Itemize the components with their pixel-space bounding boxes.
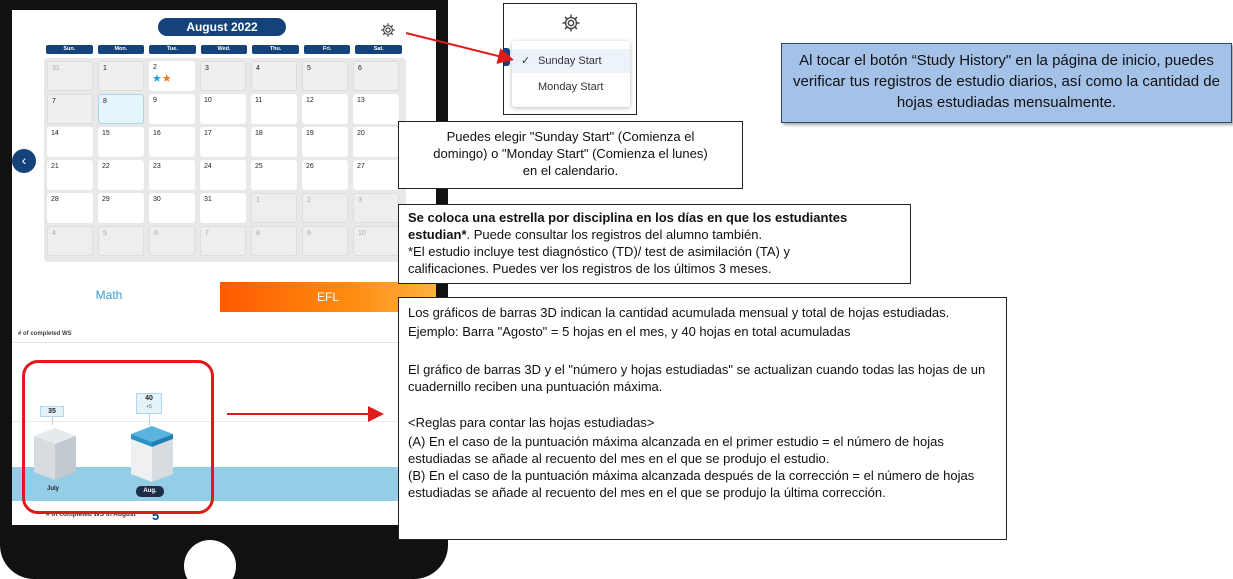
option-label: Monday Start: [538, 81, 604, 93]
gear-icon[interactable]: [380, 22, 396, 38]
note-line: Puedes elegir "Sunday Start" (Comienza el: [446, 129, 695, 144]
calendar-day[interactable]: [149, 226, 195, 256]
option-sunday-start[interactable]: [512, 49, 630, 73]
day-number: 1: [103, 65, 107, 72]
option-monday-start[interactable]: [512, 75, 630, 99]
note-line: Los gráficos de barras 3D indican la cantidad acumulada mensual y total de hojas estudiadas.: [408, 305, 950, 320]
popup-background-stub: [504, 48, 510, 66]
day-number: 30: [153, 196, 161, 203]
day-number: 10: [204, 97, 212, 104]
day-number: 7: [205, 230, 209, 237]
day-number: 1: [256, 197, 260, 204]
calendar: [44, 58, 406, 262]
calendar-day[interactable]: [200, 94, 246, 124]
calendar-day[interactable]: [98, 61, 144, 91]
calendar-day[interactable]: [149, 94, 195, 124]
calendar-day[interactable]: [47, 94, 93, 124]
bar-chart-note: [398, 297, 1007, 540]
calendar-day[interactable]: [302, 226, 348, 256]
calendar-day[interactable]: [251, 160, 297, 190]
day-number: 22: [102, 163, 110, 170]
calendar-day[interactable]: [200, 127, 246, 157]
note-line: [408, 209, 901, 243]
weekday-label: Sun.: [46, 45, 93, 54]
day-number: 31: [52, 65, 60, 72]
weekday-label: Tue.: [149, 45, 196, 54]
day-number: 5: [103, 230, 107, 237]
calendar-day[interactable]: [47, 61, 93, 91]
chevron-left-icon: ‹: [21, 152, 27, 168]
calendar-day[interactable]: [200, 160, 246, 190]
day-number: 4: [256, 65, 260, 72]
day-number: 25: [255, 163, 263, 170]
note-line: calificaciones. Puedes ver los registros de los últimos 3 meses.: [408, 261, 772, 276]
calendar-day[interactable]: [47, 127, 93, 157]
day-number: 6: [154, 230, 158, 237]
weekday-header: [46, 45, 402, 54]
day-number: 3: [358, 197, 362, 204]
chart-highlight: [22, 360, 214, 514]
note-line: en el calendario.: [522, 163, 619, 178]
day-number: 9: [153, 97, 157, 104]
home-button[interactable]: [184, 540, 236, 579]
calendar-day[interactable]: [353, 160, 399, 190]
day-number: 23: [153, 163, 161, 170]
calendar-day[interactable]: [149, 160, 195, 190]
bar-increment-august: +5: [146, 404, 152, 410]
day-number: 18: [255, 130, 263, 137]
calendar-day[interactable]: [200, 61, 246, 91]
calendar-day[interactable]: [98, 160, 144, 190]
calendar-day[interactable]: [98, 193, 144, 223]
study-history-screen: [12, 10, 436, 525]
weekday-label: Mon.: [98, 45, 145, 54]
calendar-day[interactable]: [98, 94, 144, 124]
day-number: 2: [307, 197, 311, 204]
calendar-day[interactable]: [149, 193, 195, 223]
day-number: 31: [204, 196, 212, 203]
calendar-day[interactable]: [149, 127, 195, 157]
star-icon: ★: [161, 73, 172, 85]
calendar-day[interactable]: [200, 226, 246, 256]
calendar-day[interactable]: [251, 193, 297, 223]
calendar-day[interactable]: [302, 160, 348, 190]
note-line: [408, 395, 997, 414]
note-line: domingo) o "Monday Start" (Comienza el lunes): [433, 146, 708, 161]
chart-ylabel: # of completed WS: [18, 331, 72, 337]
calendar-day[interactable]: [98, 226, 144, 256]
tab-math[interactable]: Math: [95, 288, 123, 302]
day-number: 29: [102, 196, 110, 203]
day-number: 9: [307, 230, 311, 237]
note-line: (A) En el caso de la puntuación máxima alcanzada en el primer estudio = el número de hojas estudiadas se añade al recuento del mes en el que se produjo el estudio.: [408, 434, 944, 466]
calendar-day[interactable]: [302, 193, 348, 223]
calendar-day[interactable]: [47, 226, 93, 256]
day-number: 2: [153, 64, 157, 71]
day-number: 11: [255, 97, 263, 104]
calendar-day[interactable]: [353, 61, 399, 91]
note-line: *El estudio incluye test diagnóstico (TD)/ test de asimilación (TA) y: [408, 244, 790, 259]
note-line: Ejemplo: Barra "Agosto" = 5 hojas en el mes, y 40 hojas en total acumuladas: [408, 324, 851, 339]
day-number: 21: [51, 163, 59, 170]
note-line: El gráfico de barras 3D y el "número y hojas estudiadas" se actualizan cuando todas las hojas de un cuadernillo reciben una puntuación máxima.: [408, 362, 986, 394]
completed-value: 5: [152, 508, 160, 523]
month-title: August 2022: [158, 18, 286, 36]
day-number: 17: [204, 130, 212, 137]
calendar-day[interactable]: [200, 193, 246, 223]
calendar-day[interactable]: [353, 94, 399, 124]
day-number: 14: [51, 130, 59, 137]
day-number: 6: [358, 65, 362, 72]
day-number: 27: [357, 163, 365, 170]
intro-note: Al tocar el botón “Study History" en la página de inicio, puedes verificar tus registros de estudio diarios, así como la cantidad de hojas estudiadas mensualmente.: [781, 43, 1232, 123]
note-line: (B) En el caso de la puntuación máxima alcanzada después de la corrección = el número de hojas estudiadas se añade al recuento del mes en el que se produjo la última corrección.: [408, 468, 975, 500]
calendar-day[interactable]: [302, 61, 348, 91]
tab-efl[interactable]: EFL: [220, 282, 436, 312]
day-number: 8: [256, 230, 260, 237]
chart-gridline: [12, 342, 436, 343]
bar-total-august: 40: [145, 395, 153, 402]
day-number: 10: [358, 230, 366, 237]
day-number: 24: [204, 163, 212, 170]
week-start-dropdown: [512, 41, 630, 107]
day-number: 5: [307, 65, 311, 72]
note-bold: Se coloca una estrella por disciplina en los días en que los estudiantes estudian*: [408, 210, 848, 242]
weekday-label: Thu.: [252, 45, 299, 54]
day-number: 3: [205, 65, 209, 72]
calendar-day[interactable]: [251, 127, 297, 157]
bar-label-july: July: [46, 486, 59, 492]
calendar-grid: [47, 61, 403, 256]
calendar-day[interactable]: [302, 127, 348, 157]
note-line: <Reglas para contar las hojas estudiadas>: [408, 415, 655, 430]
day-number: 7: [52, 98, 56, 105]
day-number: 28: [51, 196, 59, 203]
calendar-day[interactable]: [47, 193, 93, 223]
option-label: Sunday Start: [538, 55, 602, 67]
calendar-day[interactable]: [47, 160, 93, 190]
day-number: 15: [102, 130, 110, 137]
bar-label-august: Aug.: [136, 486, 164, 497]
weekday-label: Wed.: [201, 45, 248, 54]
calendar-day[interactable]: [353, 193, 399, 223]
completed-label: # of completed WS in August: [46, 511, 136, 518]
check-icon: ✓: [521, 55, 531, 67]
calendar-day[interactable]: [353, 226, 399, 256]
weekday-label: Fri.: [304, 45, 351, 54]
prev-month-button[interactable]: [12, 149, 36, 173]
weekday-label: Sat.: [355, 45, 402, 54]
day-number: 8: [103, 98, 107, 105]
day-number: 4: [52, 230, 56, 237]
star-icon: ★: [152, 73, 162, 85]
gear-icon[interactable]: [561, 13, 581, 33]
day-number: 20: [357, 130, 365, 137]
calendar-day[interactable]: [98, 127, 144, 157]
note-text: . Puede consultar los registros del alumno también.: [466, 227, 763, 242]
calendar-day[interactable]: [251, 94, 297, 124]
note-line: [408, 342, 997, 361]
calendar-day[interactable]: [251, 61, 297, 91]
day-number: 26: [306, 163, 314, 170]
day-number: 16: [153, 130, 161, 137]
calendar-day[interactable]: [353, 127, 399, 157]
calendar-day[interactable]: [251, 226, 297, 256]
bar-value-july: 35: [40, 406, 64, 417]
calendar-day[interactable]: [149, 61, 195, 91]
settings-popup: [503, 3, 637, 115]
star-note: [398, 204, 911, 284]
tablet-frame: [0, 0, 448, 579]
day-number: 19: [306, 130, 314, 137]
day-number: 12: [306, 97, 314, 104]
study-stars: [152, 74, 172, 85]
calendar-day[interactable]: [302, 94, 348, 124]
week-start-note: [398, 121, 743, 189]
day-number: 13: [357, 97, 365, 104]
